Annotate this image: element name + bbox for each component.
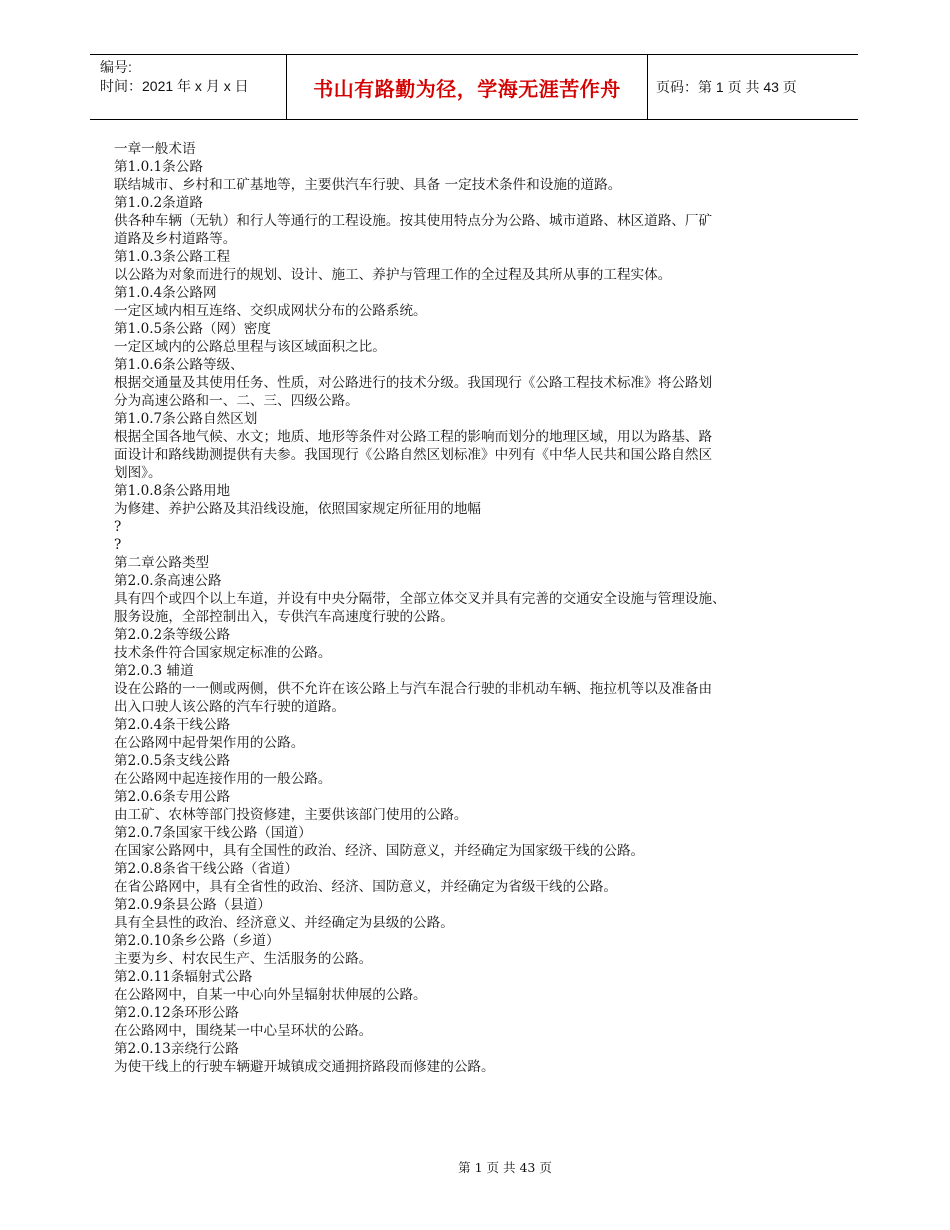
text-line: 第2.0.9条县公路（县道） bbox=[114, 897, 271, 913]
text-line: 设在公路的一一侧或两侧，供不允许在该公路上与汽车混合行驶的非机动车辆、拖拉机等以及准备由 bbox=[114, 681, 713, 697]
text-line: 道路及乡村道路等。 bbox=[114, 231, 237, 247]
text-line: 第二章公路类型 bbox=[114, 555, 210, 571]
header-meta bbox=[90, 55, 286, 119]
text-line: 第2.0.7条国家干线公路（国道） bbox=[114, 825, 312, 841]
header-motto: 书山有路勤为径，学海无涯苦作舟 bbox=[286, 55, 648, 119]
text-line: 第1.0.6条公路等级、 bbox=[114, 357, 244, 373]
text-line: 第2.0.2条等级公路 bbox=[114, 627, 231, 643]
text-line: 第1.0.1条公路 bbox=[114, 159, 203, 175]
text-line: 第1.0.3条公路工程 bbox=[114, 249, 231, 265]
text-line: 为使干线上的行驶车辆避开城镇成交通拥挤路段而修建的公路。 bbox=[114, 1059, 495, 1075]
text-line: 一定区域内相互连络、交织成网状分布的公路系统。 bbox=[114, 303, 427, 319]
document-time: 时间：2021 年 x 月 x 日 bbox=[100, 78, 249, 94]
page-header bbox=[90, 54, 858, 120]
text-line: 在省公路网中，具有全省性的政治、经济、国防意义，并经确定为省级干线的公路。 bbox=[114, 879, 617, 895]
text-line: 分为高速公路和一、二、三、四级公路。 bbox=[114, 393, 359, 409]
text-line: 第2.0.条高速公路 bbox=[114, 573, 222, 589]
text-line: 第1.0.5条公路（网）密度 bbox=[114, 321, 271, 337]
text-line: 以公路为对象而进行的规划、设计、施工、养护与管理工作的全过程及其所从事的工程实体。 bbox=[114, 267, 672, 283]
header-page-info: 页码：第 1 页 共 43 页 bbox=[656, 79, 797, 95]
text-line: 划图》。 bbox=[114, 465, 162, 481]
text-line: 第1.0.4条公路网 bbox=[114, 285, 217, 301]
text-line: 具有四个或四个以上车道，并设有中央分隔带，全部立体交叉并具有完善的交通安全设施与管理设施、 bbox=[114, 591, 726, 607]
page-footer: 第 1 页 共 43 页 bbox=[458, 1160, 552, 1175]
text-line: ? bbox=[114, 519, 122, 535]
text-line: 出入口驶人该公路的汽车行驶的道路。 bbox=[114, 699, 346, 715]
text-line: 第1.0.7条公路自然区划 bbox=[114, 411, 258, 427]
text-line: 第2.0.6条专用公路 bbox=[114, 789, 231, 805]
text-line: 第2.0.8条省干线公路（省道） bbox=[114, 861, 299, 877]
text-line: 第2.0.11条辐射式公路 bbox=[114, 969, 253, 985]
text-line: 为修建、养护公路及其沿线设施，依照国家规定所征用的地幅 bbox=[114, 501, 482, 517]
text-line: 第2.0.12条环形公路 bbox=[114, 1005, 239, 1021]
text-line: 第1.0.8条公路用地 bbox=[114, 483, 231, 499]
document-number-label: 编号: bbox=[100, 59, 132, 75]
text-line: 第2.0.3 辅道 bbox=[114, 663, 194, 679]
text-line: 供各种车辆（无轨）和行人等通行的工程设施。按其使用特点分为公路、城市道路、林区道路、厂矿 bbox=[114, 213, 713, 229]
document-body bbox=[114, 140, 836, 1076]
text-line: 在公路网中，围绕某一中心呈环状的公路。 bbox=[114, 1023, 373, 1039]
text-line: 一定区域内的公路总里程与该区域面积之比。 bbox=[114, 339, 386, 355]
text-line: 面设计和路线勘测提供有夫参。我国现行《公路自然区划标准》中列有《中华人民共和国公路自然区 bbox=[114, 447, 713, 463]
text-line: 服务设施，全部控制出入，专供汽车高速度行驶的公路。 bbox=[114, 609, 454, 625]
text-line: 根据交通量及其使用任务、性质，对公路进行的技术分级。我国现行《公路工程技术标准》将公路划 bbox=[114, 375, 713, 391]
text-line: 第2.0.13亲绕行公路 bbox=[114, 1041, 239, 1057]
text-line: 具有全县性的政治、经济意义、并经确定为县级的公路。 bbox=[114, 915, 454, 931]
text-line: 联结城市、乡村和工矿基地等，主要供汽车行驶、具备 一定技术条件和设施的道路。 bbox=[114, 177, 622, 193]
text-line: 在公路网中起骨架作用的公路。 bbox=[114, 735, 305, 751]
text-line: 第2.0.10条乡公路（乡道） bbox=[114, 933, 280, 949]
text-line: 第1.0.2条道路 bbox=[114, 195, 203, 211]
text-line: 主要为乡、村农民生产、生活服务的公路。 bbox=[114, 951, 373, 967]
text-line: 第2.0.5条支线公路 bbox=[114, 753, 231, 769]
text-line: 第2.0.4条干线公路 bbox=[114, 717, 231, 733]
text-line: 一章一般术语 bbox=[114, 141, 196, 157]
text-line: 在国家公路网中，具有全国性的政治、经济、国防意义，并经确定为国家级干线的公路。 bbox=[114, 843, 645, 859]
text-line: 技术条件符合国家规定标准的公路。 bbox=[114, 645, 332, 661]
text-line: 由工矿、农林等部门投资修建，主要供该部门使用的公路。 bbox=[114, 807, 468, 823]
text-line: 根据全国各地气候、水文；地质、地形等条件对公路工程的影响而划分的地理区域，用以为路基、路 bbox=[114, 429, 713, 445]
text-line: 在公路网中，自某一中心向外呈辐射状伸展的公路。 bbox=[114, 987, 427, 1003]
text-line: 在公路网中起连接作用的一般公路。 bbox=[114, 771, 332, 787]
text-line: ? bbox=[114, 537, 122, 553]
